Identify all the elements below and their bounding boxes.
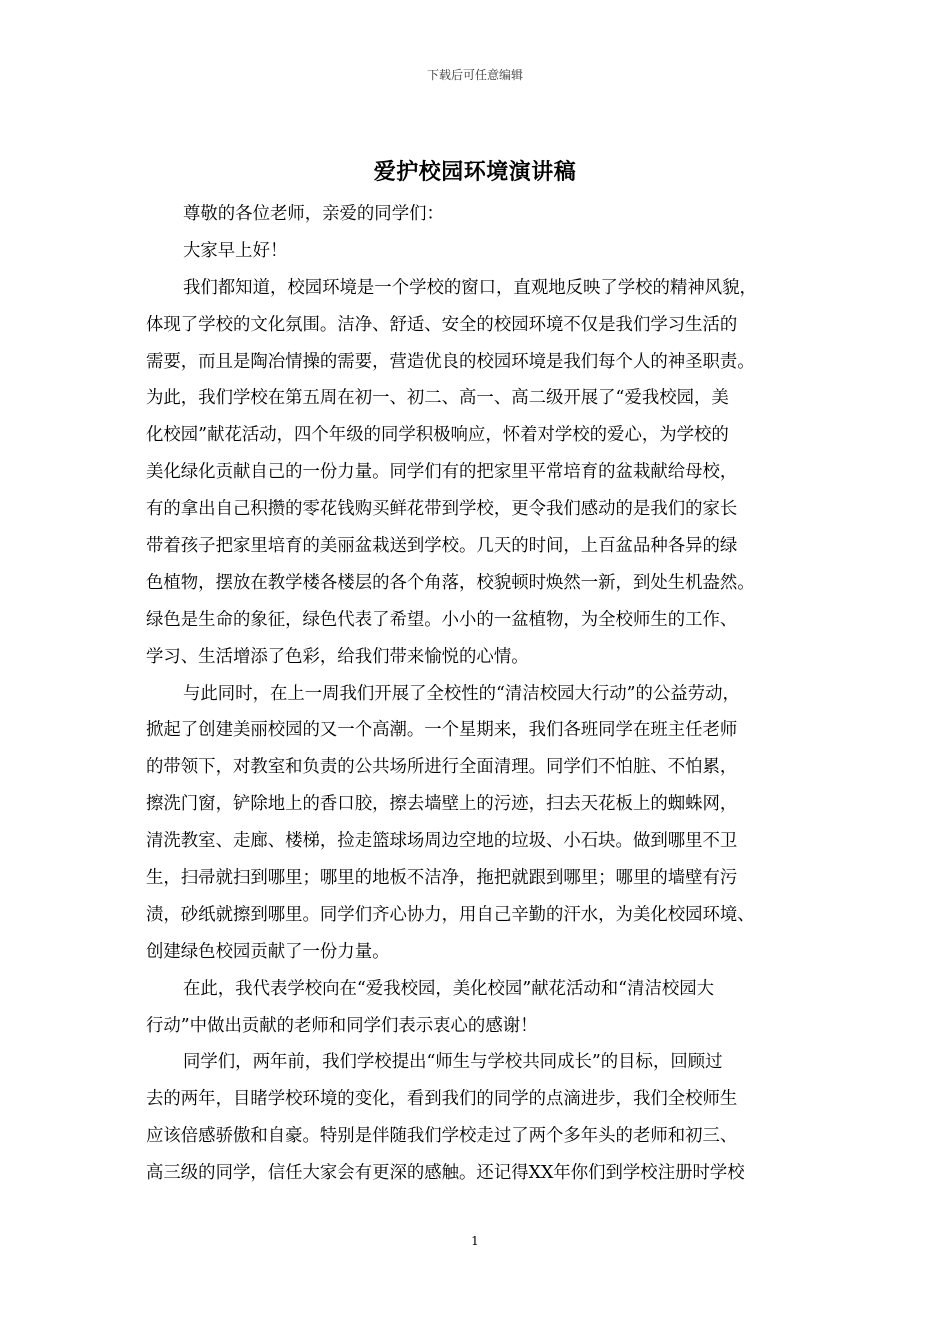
text-line: 渍，砂纸就擦到哪里。同学们齐心协力，用自己辛勤的汗水，为美化校园环境、 [146,904,755,925]
text-line: 尊敬的各位老师，亲爱的同学们： [183,204,444,224]
text-line: 生，扫帚就扫到哪里；哪里的地板不洁净，拖把就跟到哪里；哪里的墙壁有污 [146,868,738,889]
text-line: 清洗教室、走廊、楼梯，捡走篮球场周边空地的垃圾、小石块。做到哪里不卫 [146,831,738,852]
text-line: 为此，我们学校在第五周在初一、初二、高一、高二级开展了“爱我校园，美 [146,388,729,409]
page-header-note: 下载后可任意编辑 [426,68,523,82]
text-line: 带着孩子把家里培育的美丽盆栽送到学校。几天的时间，上百盆品种各异的绿 [146,536,738,557]
text-line: 体现了学校的文化氛围。洁净、舒适、安全的校园环境不仅是我们学习生活的 [146,314,738,335]
text-line: 色植物，摆放在教学楼各楼层的各个角落，校貌顿时焕然一新，到处生机盎然。 [146,572,755,593]
page-number: 1 [471,1234,479,1248]
text-line: 需要，而且是陶冶情操的需要，营造优良的校园环境是我们每个人的神圣职责。 [146,351,755,372]
text-line: 同学们，两年前，我们学校提出“师生与学校共同成长”的目标，回顾过 [183,1052,723,1073]
text-line: 大家早上好！ [183,240,288,261]
text-line: 化校园”献花活动，四个年级的同学积极响应，怀着对学校的爱心，为学校的 [146,425,729,446]
text-line: 在此，我代表学校向在“爱我校园，美化校园”献花活动和“清洁校园大 [183,978,715,999]
text-line: 有的拿出自己积攒的零花钱购买鲜花带到学校，更令我们感动的是我们的家长 [146,499,738,520]
text-line: 行动”中做出贡献的老师和同学们表示衷心的感谢！ [146,1015,538,1036]
text-line: 美化绿化贡献自己的一份力量。同学们有的把家里平常培育的盆栽献给母校， [146,462,738,483]
text-line: 掀起了创建美丽校园的又一个高潮。一个星期来，我们各班同学在班主任老师 [146,720,738,741]
text-line: 绿色是生命的象征，绿色代表了希望。小小的一盆植物，为全校师生的工作、 [146,609,738,630]
text-line: 擦洗门窗，铲除地上的香口胶，擦去墙壁上的污迹，扫去天花板上的蜘蛛网， [146,794,738,815]
document-body [146,196,822,1192]
text-line: 创建绿色校园贡献了一份力量。 [146,941,390,962]
document-title: 爱护校园环境演讲稿 [373,159,577,185]
text-line: 的带领下，对教室和负责的公共场所进行全面清理。同学们不怕脏、不怕累， [146,757,738,778]
text-line: 高三级的同学，信任大家会有更深的感触。还记得XX年你们到学校注册时学校 [146,1163,745,1184]
text-line: 去的两年，目睹学校环境的变化，看到我们的同学的点滴进步，我们全校师生 [146,1089,738,1110]
text-line: 学习、生活增添了色彩，给我们带来愉悦的心情。 [146,646,529,667]
text-line: 与此同时，在上一周我们开展了全校性的“清洁校园大行动”的公益劳动， [183,683,740,704]
text-line: 我们都知道，校园环境是一个学校的窗口，直观地反映了学校的精神风貌， [183,277,757,298]
text-line: 应该倍感骄傲和自豪。特别是伴随我们学校走过了两个多年头的老师和初三、 [146,1126,738,1147]
